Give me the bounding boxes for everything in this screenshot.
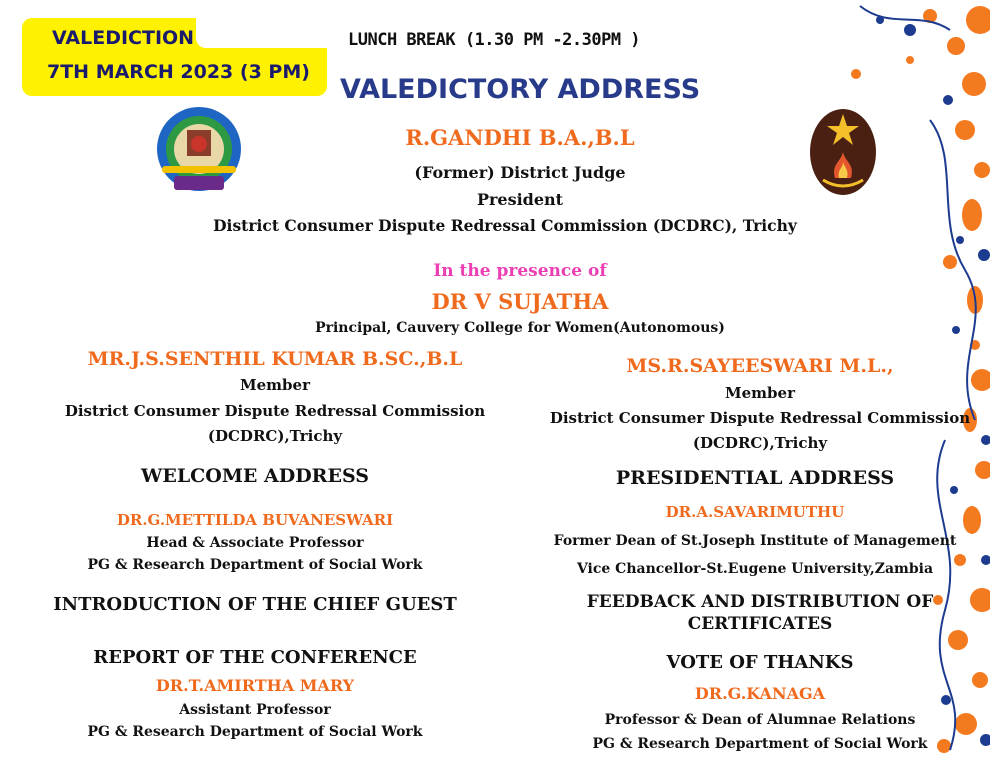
welcome-line2: PG & Research Department of Social Work (87, 557, 423, 573)
page-title: VALEDICTORY ADDRESS (340, 74, 701, 105)
report-name: DR.T.AMIRTHA MARY (155, 676, 355, 695)
presence-name: DR V SUJATHA (431, 289, 609, 314)
welcome-name: DR.G.METTILDA BUVANESWARI (116, 511, 394, 529)
light-and-love-crest-logo (807, 106, 879, 198)
lunch-break-text: LUNCH BREAK (1.30 PM -2.30PM ) (348, 30, 641, 50)
report-line1: Assistant Professor (179, 702, 331, 718)
college-emblem-logo (154, 104, 244, 198)
member-left-org2: (DCDRC),Trichy (207, 427, 343, 445)
chief-guest-line1: (Former) District Judge (414, 163, 626, 182)
chief-guest-name: R.GANDHI B.A.,B.L (405, 125, 635, 150)
thanks-line1: Professor & Dean of Alumnae Relations (604, 712, 916, 728)
presidential-heading: PRESIDENTIAL ADDRESS (615, 467, 895, 489)
presence-role: Principal, Cauvery College for Women(Autonomous) (315, 320, 725, 336)
member-right-name: MS.R.SAYEESWARI M.L., (626, 355, 894, 377)
thanks-line2: PG & Research Department of Social Work (592, 736, 928, 752)
thanks-heading: VOTE OF THANKS (666, 652, 854, 673)
presidential-line2: Vice Chancellor-St.Eugene University,Zambia (576, 561, 934, 577)
member-right-role: Member (725, 384, 795, 402)
report-heading: REPORT OF THE CONFERENCE (93, 647, 417, 668)
member-left-name: MR.J.S.SENTHIL KUMAR B.SC.,B.L (87, 348, 463, 370)
report-line2: PG & Research Department of Social Work (87, 724, 423, 740)
presence-label: In the presence of (433, 261, 607, 281)
member-right-org2: (DCDRC),Trichy (692, 434, 828, 452)
feedback-line2: CERTIFICATES (687, 614, 833, 634)
badge-date: 7TH MARCH 2023 (3 PM) (47, 61, 310, 83)
intro-heading: INTRODUCTION OF THE CHIEF GUEST (53, 594, 457, 615)
badge-title: VALEDICTION (52, 27, 195, 49)
member-right-org1: District Consumer Dispute Redressal Commission (549, 409, 971, 427)
presidential-line1: Former Dean of St.Joseph Institute of Management (553, 533, 957, 549)
badge-notch (196, 18, 327, 48)
presidential-name: DR.A.SAVARIMUTHU (665, 503, 845, 521)
welcome-heading: WELCOME ADDRESS (141, 465, 369, 487)
member-left-org1: District Consumer Dispute Redressal Commission (64, 402, 486, 420)
chief-guest-line3: District Consumer Dispute Redressal Commission (DCDRC), Trichy (213, 216, 797, 235)
chief-guest-line2: President (476, 190, 564, 209)
thanks-name: DR.G.KANAGA (694, 684, 826, 703)
welcome-line1: Head & Associate Professor (146, 535, 364, 551)
member-left-role: Member (240, 376, 310, 394)
feedback-line1: FEEDBACK AND DISTRIBUTION OF (586, 592, 934, 612)
